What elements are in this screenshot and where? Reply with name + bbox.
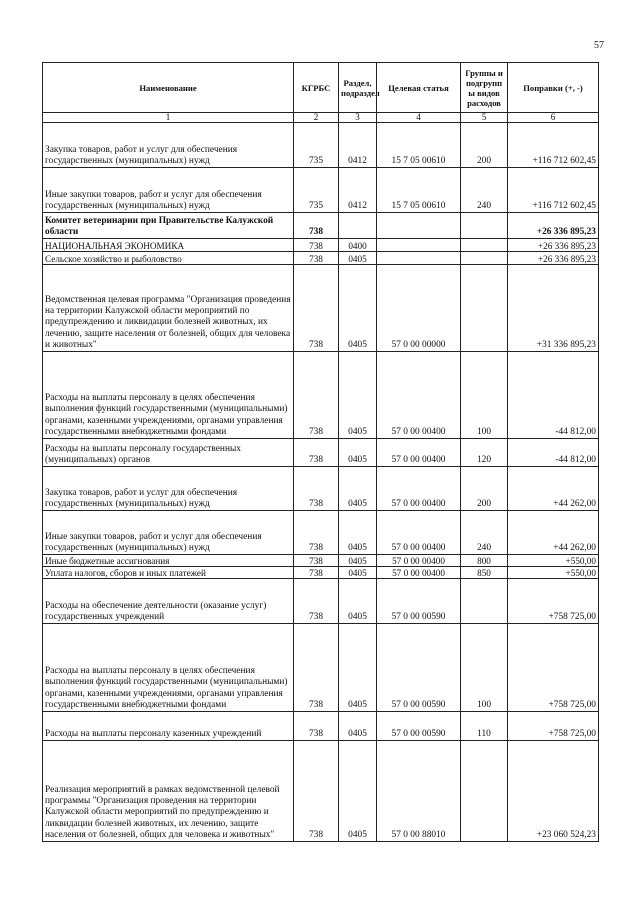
row-amount: +23 060 524,23 bbox=[508, 741, 599, 842]
row-name: Иные бюджетные ассигнования bbox=[43, 555, 294, 567]
row-section: 0405 bbox=[339, 624, 377, 712]
row-section: 0412 bbox=[339, 123, 377, 168]
row-target: 57 0 00 00400 bbox=[377, 467, 461, 511]
row-name: Ведомственная целевая программа "Организация проведения на территории Калужской области мероприятий по предупреждению и ликвидации болезней животных, их лечению, защите населения от болезней, общих для человека и животных" bbox=[43, 265, 294, 352]
header-section: Раздел, подраздел bbox=[339, 63, 377, 113]
row-group: 100 bbox=[461, 624, 508, 712]
table-row bbox=[43, 567, 599, 579]
table-header-row bbox=[43, 63, 599, 113]
row-amount: -44 812,00 bbox=[508, 439, 599, 467]
row-section: 0405 bbox=[339, 439, 377, 467]
row-amount: +758 725,00 bbox=[508, 624, 599, 712]
row-target: 15 7 05 00610 bbox=[377, 123, 461, 168]
row-kgrbs: 738 bbox=[294, 265, 339, 352]
row-section bbox=[339, 213, 377, 239]
row-section: 0405 bbox=[339, 511, 377, 555]
row-group bbox=[461, 252, 508, 265]
row-group bbox=[461, 265, 508, 352]
row-kgrbs: 738 bbox=[294, 741, 339, 842]
table-row bbox=[43, 239, 599, 252]
row-group: 120 bbox=[461, 439, 508, 467]
row-target: 57 0 00 00590 bbox=[377, 579, 461, 624]
row-target: 57 0 00 00000 bbox=[377, 265, 461, 352]
col-number: 4 bbox=[377, 113, 461, 123]
row-section: 0405 bbox=[339, 467, 377, 511]
row-name: Закупка товаров, работ и услуг для обеспечения государственных (муниципальных) нужд bbox=[43, 123, 294, 168]
row-group bbox=[461, 213, 508, 239]
row-group bbox=[461, 579, 508, 624]
row-kgrbs: 738 bbox=[294, 624, 339, 712]
row-section: 0405 bbox=[339, 567, 377, 579]
table-row bbox=[43, 579, 599, 624]
row-name: Уплата налогов, сборов и иных платежей bbox=[43, 567, 294, 579]
row-name: Закупка товаров, работ и услуг для обеспечения государственных (муниципальных) нужд bbox=[43, 467, 294, 511]
row-kgrbs: 738 bbox=[294, 555, 339, 567]
row-kgrbs: 738 bbox=[294, 352, 339, 439]
row-group: 110 bbox=[461, 712, 508, 741]
row-name: Расходы на выплаты персоналу государственных (муниципальных) органов bbox=[43, 439, 294, 467]
row-amount: +758 725,00 bbox=[508, 579, 599, 624]
row-name: Сельское хозяйство и рыболовство bbox=[43, 252, 294, 265]
row-section: 0405 bbox=[339, 741, 377, 842]
table-row bbox=[43, 252, 599, 265]
row-group: 240 bbox=[461, 511, 508, 555]
row-amount: +26 336 895,23 bbox=[508, 239, 599, 252]
row-section: 0405 bbox=[339, 352, 377, 439]
row-amount: +116 712 602,45 bbox=[508, 123, 599, 168]
header-kgrbs: КГРБС bbox=[294, 63, 339, 113]
row-kgrbs: 738 bbox=[294, 567, 339, 579]
row-group: 240 bbox=[461, 168, 508, 213]
table-row bbox=[43, 555, 599, 567]
row-target: 57 0 00 00400 bbox=[377, 352, 461, 439]
row-amount: +44 262,00 bbox=[508, 511, 599, 555]
table-row bbox=[43, 712, 599, 741]
row-name: Расходы на выплаты персоналу казенных учреждений bbox=[43, 712, 294, 741]
row-group: 200 bbox=[461, 467, 508, 511]
table-row bbox=[43, 123, 599, 168]
row-name: Иные закупки товаров, работ и услуг для обеспечения государственных (муниципальных) нужд bbox=[43, 511, 294, 555]
page-number: 57 bbox=[594, 40, 604, 51]
row-amount: +31 336 895,23 bbox=[508, 265, 599, 352]
col-number: 1 bbox=[43, 113, 294, 123]
header-amendments: Поправки (+, -) bbox=[508, 63, 599, 113]
table-row bbox=[43, 213, 599, 239]
row-kgrbs: 738 bbox=[294, 439, 339, 467]
row-target: 57 0 00 00400 bbox=[377, 555, 461, 567]
row-group bbox=[461, 741, 508, 842]
row-kgrbs: 738 bbox=[294, 511, 339, 555]
row-group: 100 bbox=[461, 352, 508, 439]
col-number: 5 bbox=[461, 113, 508, 123]
row-name: Комитет ветеринарии при Правительстве Калужской области bbox=[43, 213, 294, 239]
row-group: 200 bbox=[461, 123, 508, 168]
row-amount: +26 336 895,23 bbox=[508, 252, 599, 265]
table-row bbox=[43, 511, 599, 555]
row-kgrbs: 738 bbox=[294, 252, 339, 265]
row-target: 57 0 00 88010 bbox=[377, 741, 461, 842]
row-name: Иные закупки товаров, работ и услуг для обеспечения государственных (муниципальных) нужд bbox=[43, 168, 294, 213]
table-row bbox=[43, 624, 599, 712]
table-row bbox=[43, 352, 599, 439]
table-row bbox=[43, 168, 599, 213]
row-group bbox=[461, 239, 508, 252]
row-target bbox=[377, 213, 461, 239]
row-section: 0405 bbox=[339, 252, 377, 265]
row-section: 0405 bbox=[339, 579, 377, 624]
row-amount: +44 262,00 bbox=[508, 467, 599, 511]
row-target bbox=[377, 239, 461, 252]
row-kgrbs: 738 bbox=[294, 712, 339, 741]
row-target: 57 0 00 00400 bbox=[377, 511, 461, 555]
row-group: 800 bbox=[461, 555, 508, 567]
row-target: 57 0 00 00590 bbox=[377, 624, 461, 712]
header-name: Наименование bbox=[43, 63, 294, 113]
row-kgrbs: 738 bbox=[294, 213, 339, 239]
row-name: Расходы на обеспечение деятельности (оказание услуг) государственных учреждений bbox=[43, 579, 294, 624]
row-name: НАЦИОНАЛЬНАЯ ЭКОНОМИКА bbox=[43, 239, 294, 252]
row-kgrbs: 735 bbox=[294, 168, 339, 213]
row-kgrbs: 738 bbox=[294, 467, 339, 511]
budget-amendments-table bbox=[42, 62, 599, 842]
table-row bbox=[43, 741, 599, 842]
col-number: 2 bbox=[294, 113, 339, 123]
row-name: Расходы на выплаты персоналу в целях обеспечения выполнения функций государственными (муниципальными) органами, казенными учреждениями, органами управления государственными внебюджетными фондами bbox=[43, 624, 294, 712]
header-target: Целевая статья bbox=[377, 63, 461, 113]
row-section: 0405 bbox=[339, 712, 377, 741]
row-amount: +550,00 bbox=[508, 555, 599, 567]
row-target: 15 7 05 00610 bbox=[377, 168, 461, 213]
row-target: 57 0 00 00590 bbox=[377, 712, 461, 741]
row-amount: +26 336 895,23 bbox=[508, 213, 599, 239]
col-number: 6 bbox=[508, 113, 599, 123]
table-row bbox=[43, 265, 599, 352]
row-name: Реализация мероприятий в рамках ведомственной целевой программы "Организация проведения на территории Калужской области мероприятий по предупреждению и ликвидации болезней животных, их лечению, защите населения от болезней, общих для человека и животных" bbox=[43, 741, 294, 842]
column-number-row bbox=[43, 113, 599, 123]
table-row bbox=[43, 467, 599, 511]
row-amount: +116 712 602,45 bbox=[508, 168, 599, 213]
row-amount: +550,00 bbox=[508, 567, 599, 579]
row-kgrbs: 735 bbox=[294, 123, 339, 168]
row-section: 0400 bbox=[339, 239, 377, 252]
table-row bbox=[43, 439, 599, 467]
row-target: 57 0 00 00400 bbox=[377, 439, 461, 467]
row-kgrbs: 738 bbox=[294, 239, 339, 252]
row-section: 0405 bbox=[339, 555, 377, 567]
row-amount: -44 812,00 bbox=[508, 352, 599, 439]
row-amount: +758 725,00 bbox=[508, 712, 599, 741]
row-group: 850 bbox=[461, 567, 508, 579]
row-section: 0412 bbox=[339, 168, 377, 213]
row-section: 0405 bbox=[339, 265, 377, 352]
row-target: 57 0 00 00400 bbox=[377, 567, 461, 579]
header-groups: Группы и подгрупп ы видов расходов bbox=[461, 63, 508, 113]
col-number: 3 bbox=[339, 113, 377, 123]
row-name: Расходы на выплаты персоналу в целях обеспечения выполнения функций государственными (муниципальными) органами, казенными учреждениями, органами управления государственными внебюджетными фондами bbox=[43, 352, 294, 439]
row-kgrbs: 738 bbox=[294, 579, 339, 624]
row-target bbox=[377, 252, 461, 265]
